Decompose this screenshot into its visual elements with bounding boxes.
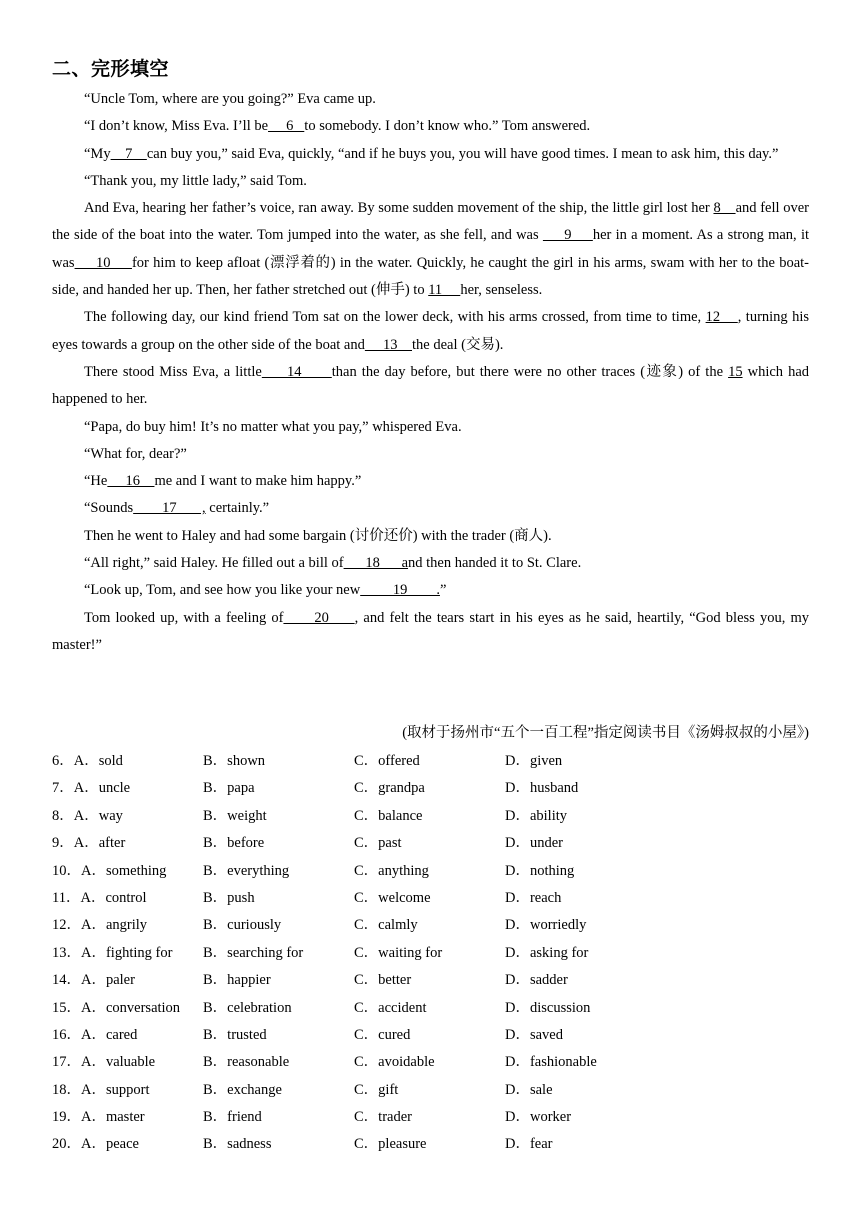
option-cell xyxy=(354,803,505,830)
passage-paragraph xyxy=(52,550,809,577)
option-cell xyxy=(505,858,656,885)
option-cell xyxy=(203,1104,354,1131)
question-number: 13． xyxy=(52,944,81,961)
question-row xyxy=(52,885,812,912)
answer-option[interactable]: A．after xyxy=(73,835,126,852)
answer-option[interactable]: A．valuable xyxy=(81,1054,156,1071)
answer-option[interactable]: D．worker xyxy=(505,1109,572,1126)
answer-blank: 18 a xyxy=(343,555,409,572)
answer-option[interactable]: A．control xyxy=(80,889,147,906)
question-row xyxy=(52,1131,812,1158)
option-cell xyxy=(203,1049,354,1076)
passage-text: “I don’t know, Miss Eva. I’ll be xyxy=(84,118,269,135)
question-row xyxy=(52,803,812,830)
passage-text: nd then handed it to St. Clare. xyxy=(408,555,582,572)
question-number: 14． xyxy=(52,972,81,989)
option-cell xyxy=(354,775,505,802)
passage-paragraph xyxy=(52,195,809,304)
question-row xyxy=(52,995,812,1022)
answer-option[interactable]: A．fighting for xyxy=(81,944,173,961)
option-cell xyxy=(203,940,354,967)
question-number: 10． xyxy=(52,862,81,879)
option-cell xyxy=(505,967,656,994)
passage-text: which had happened to her. xyxy=(52,363,810,408)
option-cell xyxy=(354,1104,505,1131)
answer-blank: 13 xyxy=(364,336,412,353)
passage-text: and fell over the side of the boat into the water. Tom jumped into the water, as she fell, and was xyxy=(52,200,810,244)
answer-option[interactable]: B．trusted xyxy=(203,1026,267,1043)
option-cell xyxy=(354,748,505,775)
option-cell xyxy=(505,1077,656,1104)
passage-paragraph xyxy=(52,304,809,359)
passage-text: for him to keep afloat (漂浮着的) in the water. Quickly, he caught the girl in his arms, swam with her to the boat-side, and handed her up. Then, her father stretched out (伸手) to xyxy=(52,254,809,299)
option-cell xyxy=(354,912,505,939)
passage-text: The following day, our kind friend Tom sat on the lower deck, with his arms crossed, from time to time, xyxy=(84,309,706,326)
answer-option[interactable]: C．gift xyxy=(354,1081,399,1098)
option-cell xyxy=(52,967,203,994)
answer-option[interactable]: C．balance xyxy=(354,807,423,824)
option-cell xyxy=(203,885,354,912)
question-number: 18． xyxy=(52,1081,81,1098)
answer-option[interactable]: C．pleasure xyxy=(354,1136,427,1153)
question-row xyxy=(52,940,812,967)
passage-text: ” xyxy=(439,582,447,599)
passage-text: , turning his eyes towards a group on the other side of the boat and xyxy=(52,309,810,353)
passage-text: than the day before, but there were no other traces (迹象) of the xyxy=(331,363,729,380)
question-number: 17． xyxy=(52,1054,81,1071)
answer-option[interactable]: C．calmly xyxy=(354,917,418,934)
answer-option[interactable]: D．given xyxy=(505,753,563,769)
option-cell xyxy=(203,830,354,857)
option-cell xyxy=(354,830,505,857)
passage-text: certainly.” xyxy=(205,500,270,517)
option-cell xyxy=(505,803,656,830)
answer-option[interactable]: B．curiously xyxy=(203,917,282,934)
question-number: 11． xyxy=(52,889,81,906)
option-cell xyxy=(505,1104,656,1131)
option-cell xyxy=(52,995,203,1022)
answer-blank: 20 xyxy=(283,609,355,626)
passage-text: , and felt the tears start in his eyes as he said, heartily, “God bless you, my master!” xyxy=(52,609,809,653)
option-cell xyxy=(52,858,203,885)
cloze-passage xyxy=(52,86,809,659)
answer-option[interactable]: C．trader xyxy=(354,1109,412,1126)
option-cell xyxy=(354,940,505,967)
question-number: 7． xyxy=(52,780,74,797)
answer-blank: 17 , xyxy=(133,500,206,517)
answer-option[interactable]: A．peace xyxy=(81,1136,139,1153)
answer-option[interactable]: B．shown xyxy=(203,753,266,769)
question-row xyxy=(52,912,812,939)
passage-text: “My xyxy=(84,145,111,162)
question-number: 8． xyxy=(52,807,74,824)
answer-option[interactable]: B．push xyxy=(203,889,255,906)
answer-option[interactable]: A．sold xyxy=(73,753,123,769)
passage-paragraph xyxy=(52,113,809,140)
question-number: 16． xyxy=(52,1026,81,1043)
answer-option[interactable]: D．saved xyxy=(505,1026,563,1043)
passage-text: her in a moment. As a strong man, it was xyxy=(52,227,810,271)
answer-option[interactable]: B．papa xyxy=(203,780,255,797)
answer-option[interactable]: D．fashionable xyxy=(505,1054,597,1071)
answer-option[interactable]: B．searching for xyxy=(203,944,304,961)
passage-text: “Papa, do buy him! It’s no matter what you pay,” whispered Eva. xyxy=(84,418,462,435)
answer-blank: 15 xyxy=(728,363,743,380)
answer-option[interactable]: D．asking for xyxy=(505,944,589,961)
option-cell xyxy=(52,1022,203,1049)
option-cell xyxy=(52,885,203,912)
answer-option[interactable]: B．sadness xyxy=(203,1136,272,1153)
option-cell xyxy=(203,967,354,994)
answer-option[interactable]: D．reach xyxy=(505,889,562,906)
option-cell xyxy=(505,1022,656,1049)
answer-option[interactable]: C．accident xyxy=(354,999,427,1016)
question-number: 15． xyxy=(52,999,81,1016)
question-row xyxy=(52,1104,812,1131)
answer-option[interactable]: C．grandpa xyxy=(354,780,425,797)
section-title: 二、完形填空 xyxy=(52,58,170,80)
passage-paragraph xyxy=(52,414,809,441)
option-cell xyxy=(52,912,203,939)
option-cell xyxy=(354,858,505,885)
answer-option[interactable]: B．before xyxy=(203,835,265,852)
option-cell xyxy=(505,748,656,775)
option-cell xyxy=(354,995,505,1022)
answer-option[interactable]: D．discussion xyxy=(505,999,591,1016)
answer-option[interactable]: D．nothing xyxy=(505,862,575,879)
passage-paragraph xyxy=(52,441,809,468)
question-number: 6． xyxy=(52,753,74,769)
passage-paragraph xyxy=(52,359,809,414)
question-row xyxy=(52,748,812,775)
passage-text: There stood Miss Eva, a little xyxy=(84,363,262,380)
answer-blank: 9 xyxy=(542,227,593,244)
passage-paragraph xyxy=(52,468,809,495)
passage-text: “Uncle Tom, where are you going?” Eva came up. xyxy=(84,91,376,107)
answer-option[interactable]: A．master xyxy=(81,1109,145,1126)
passage-text: me and I want to make him happy.” xyxy=(154,473,362,490)
option-cell xyxy=(505,885,656,912)
passage-text: “Thank you, my little lady,” said Tom. xyxy=(84,172,307,189)
answer-option[interactable]: A．support xyxy=(81,1081,150,1098)
option-cell xyxy=(52,1049,203,1076)
passage-text: “Look up, Tom, and see how you like your new xyxy=(84,582,361,599)
answer-option[interactable]: A．paler xyxy=(81,972,135,989)
answer-blank: 19 . xyxy=(360,582,440,599)
answer-option[interactable]: A．conversation xyxy=(81,999,181,1016)
passage-paragraph xyxy=(52,86,809,113)
answer-option[interactable]: A．way xyxy=(73,807,123,824)
answer-option[interactable]: C．welcome xyxy=(354,889,431,906)
answer-blank: 12 xyxy=(705,309,738,326)
question-number: 9． xyxy=(52,835,74,852)
answer-option[interactable]: B．weight xyxy=(203,807,267,824)
question-row xyxy=(52,858,812,885)
option-cell xyxy=(505,940,656,967)
answer-option[interactable]: D．worriedly xyxy=(505,917,587,934)
option-cell xyxy=(203,1077,354,1104)
answer-option[interactable]: D．ability xyxy=(505,807,568,824)
passage-paragraph xyxy=(52,168,809,195)
question-row xyxy=(52,1049,812,1076)
answer-blank: 7 xyxy=(110,145,147,162)
option-cell xyxy=(203,995,354,1022)
answer-option[interactable]: B．friend xyxy=(203,1109,262,1126)
question-row xyxy=(52,967,812,994)
option-cell xyxy=(203,858,354,885)
answer-option[interactable]: D．under xyxy=(505,835,563,852)
option-cell xyxy=(354,1049,505,1076)
option-cell xyxy=(505,912,656,939)
option-cell xyxy=(505,775,656,802)
passage-paragraph xyxy=(52,141,809,168)
option-cell xyxy=(354,967,505,994)
passage-text: “He xyxy=(84,473,108,490)
answer-option[interactable]: D．husband xyxy=(505,780,579,797)
answer-option[interactable]: B．celebration xyxy=(203,999,292,1016)
option-cell xyxy=(203,1022,354,1049)
answer-option[interactable]: B．reasonable xyxy=(203,1054,290,1071)
source-note: (取材于扬州市“五个一百工程”指定阅读书目《汤姆叔叔的小屋》) xyxy=(402,725,809,741)
passage-text: to somebody. I don’t know who.” Tom answered. xyxy=(304,118,591,135)
passage-text: And Eva, hearing her father’s voice, ran away. By some sudden movement of the ship, the little girl lost her xyxy=(84,200,714,217)
answer-option[interactable]: D．fear xyxy=(505,1136,553,1153)
answer-option[interactable]: C．avoidable xyxy=(354,1054,435,1071)
passage-text: “Sounds xyxy=(84,500,134,517)
option-cell xyxy=(52,748,203,775)
option-cell xyxy=(505,1049,656,1076)
answer-blank: 14 xyxy=(261,363,332,380)
answer-blank: 16 xyxy=(107,473,155,490)
answer-option[interactable]: C．better xyxy=(354,972,412,989)
option-cell xyxy=(354,885,505,912)
option-cell xyxy=(52,1077,203,1104)
question-number: 12． xyxy=(52,917,81,934)
option-cell xyxy=(52,830,203,857)
option-cell xyxy=(354,1022,505,1049)
passage-text: can buy you,” said Eva, quickly, “and if he buys you, you will have good times. I mean to ask him, this day.” xyxy=(146,145,779,162)
option-cell xyxy=(203,803,354,830)
answer-option[interactable]: B．everything xyxy=(203,862,290,879)
option-cell xyxy=(505,830,656,857)
answer-option[interactable]: B．happier xyxy=(203,972,271,989)
option-cell xyxy=(52,803,203,830)
option-cell xyxy=(52,1131,203,1158)
option-cell xyxy=(203,748,354,775)
answer-blank: 8 xyxy=(713,200,736,217)
question-number: 19． xyxy=(52,1109,81,1126)
answer-option[interactable]: B．exchange xyxy=(203,1081,282,1098)
answer-option[interactable]: C．cured xyxy=(354,1026,411,1043)
option-cell xyxy=(354,1131,505,1158)
passage-text: the deal (交易). xyxy=(412,336,504,353)
passage-text: “What for, dear?” xyxy=(84,445,187,462)
answer-blank: 10 xyxy=(74,254,132,271)
question-list xyxy=(52,748,812,1159)
answer-option[interactable]: C．anything xyxy=(354,862,429,879)
question-row xyxy=(52,1022,812,1049)
passage-text: her, senseless. xyxy=(460,282,543,299)
option-cell xyxy=(354,1077,505,1104)
passage-paragraph xyxy=(52,495,809,522)
option-cell xyxy=(52,940,203,967)
question-row xyxy=(52,775,812,802)
passage-paragraph xyxy=(52,523,809,550)
option-cell xyxy=(52,775,203,802)
answer-option[interactable]: A．something xyxy=(81,862,167,879)
passage-paragraph xyxy=(52,605,809,660)
option-cell xyxy=(505,995,656,1022)
answer-option[interactable]: A．angrily xyxy=(81,917,148,934)
answer-option[interactable]: C．past xyxy=(354,835,402,852)
option-cell xyxy=(52,1104,203,1131)
answer-option[interactable]: A．cared xyxy=(81,1026,138,1043)
passage-paragraph xyxy=(52,577,809,604)
answer-blank: 11 xyxy=(428,282,461,299)
passage-text: “All right,” said Haley. He filled out a bill of xyxy=(84,555,344,572)
option-cell xyxy=(203,912,354,939)
option-cell xyxy=(203,1131,354,1158)
question-row xyxy=(52,1077,812,1104)
option-cell xyxy=(505,1131,656,1158)
question-row xyxy=(52,830,812,857)
question-number: 20． xyxy=(52,1136,81,1153)
answer-option[interactable]: C．offered xyxy=(354,753,420,769)
answer-option[interactable]: A．uncle xyxy=(73,780,131,797)
answer-option[interactable]: D．sadder xyxy=(505,972,568,989)
passage-text: Tom looked up, with a feeling of xyxy=(84,609,284,626)
answer-option[interactable]: C．waiting for xyxy=(354,944,443,961)
answer-blank: 6 xyxy=(268,118,305,135)
option-cell xyxy=(203,775,354,802)
answer-option[interactable]: D．sale xyxy=(505,1081,553,1098)
passage-text: Then he went to Haley and had some bargain (讨价还价) with the trader (商人). xyxy=(84,527,552,544)
